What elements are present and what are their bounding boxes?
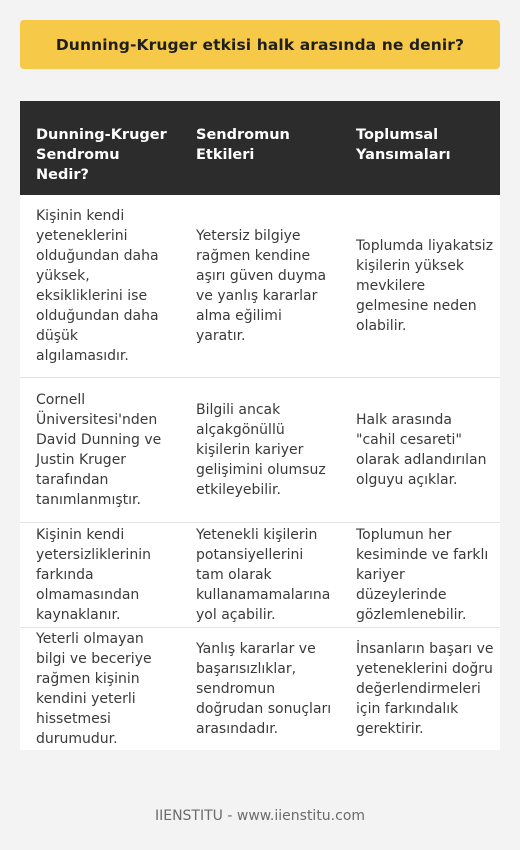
footer-credit: IIENSTITU - www.iienstitu.com — [154, 808, 366, 824]
table-cell: Bilgili ancak alçakgönüllü kişilerin kariyer gelişimini olumsuz etkileyebilir. — [180, 378, 340, 523]
table-cell: Kişinin kendi yeteneklerini olduğundan daha yüksek, eksikliklerini ise olduğundan daha düşük algılamasıdır. — [20, 195, 180, 378]
table-cell: Yanlış kararlar ve başarısızlıklar, sendromun doğrudan sonuçları arasındadır. — [180, 628, 340, 751]
comparison-table — [20, 101, 500, 750]
table-cell: Yetersiz bilgiye rağmen kendine aşırı güven duyma ve yanlış kararlar alma eğilimi yaratır. — [180, 195, 340, 378]
table-cell: Kişinin kendi yetersizliklerinin farkında olmamasından kaynaklanır. — [20, 523, 180, 628]
table-cell: Yeterli olmayan bilgi ve beceriye rağmen kişinin kendini yeterli hissetmesi durumudur. — [20, 628, 180, 751]
table-row — [20, 628, 500, 751]
table-row — [20, 195, 500, 378]
table-cell: Toplumun her kesiminde ve farklı kariyer düzeylerinde gözlemlenebilir. — [340, 523, 500, 628]
column-header-definition: Dunning-Kruger Sendromu Nedir? — [20, 101, 180, 195]
table-cell: Toplumda liyakatsiz kişilerin yüksek mevkilere gelmesine neden olabilir. — [340, 195, 500, 378]
table-row — [20, 523, 500, 628]
title-banner — [20, 20, 500, 69]
page-title: Dunning-Kruger etkisi halk arasında ne denir? — [55, 35, 465, 54]
table-header-row — [20, 101, 500, 195]
column-header-effects: Sendromun Etkileri — [180, 101, 340, 195]
table-cell: Yetenekli kişilerin potansiyellerini tam olarak kullanamamalarına yol açabilir. — [180, 523, 340, 628]
table-cell: Halk arasında "cahil cesareti" olarak adlandırılan olguyu açıklar. — [340, 378, 500, 523]
table-cell: İnsanların başarı ve yeteneklerini doğru değerlendirmeleri için farkındalık gerektirir. — [340, 628, 500, 751]
column-header-social: Toplumsal Yansımaları — [340, 101, 500, 195]
table-cell: Cornell Üniversitesi'nden David Dunning ve Justin Kruger tarafından tanımlanmıştır. — [20, 378, 180, 523]
table-row — [20, 378, 500, 523]
